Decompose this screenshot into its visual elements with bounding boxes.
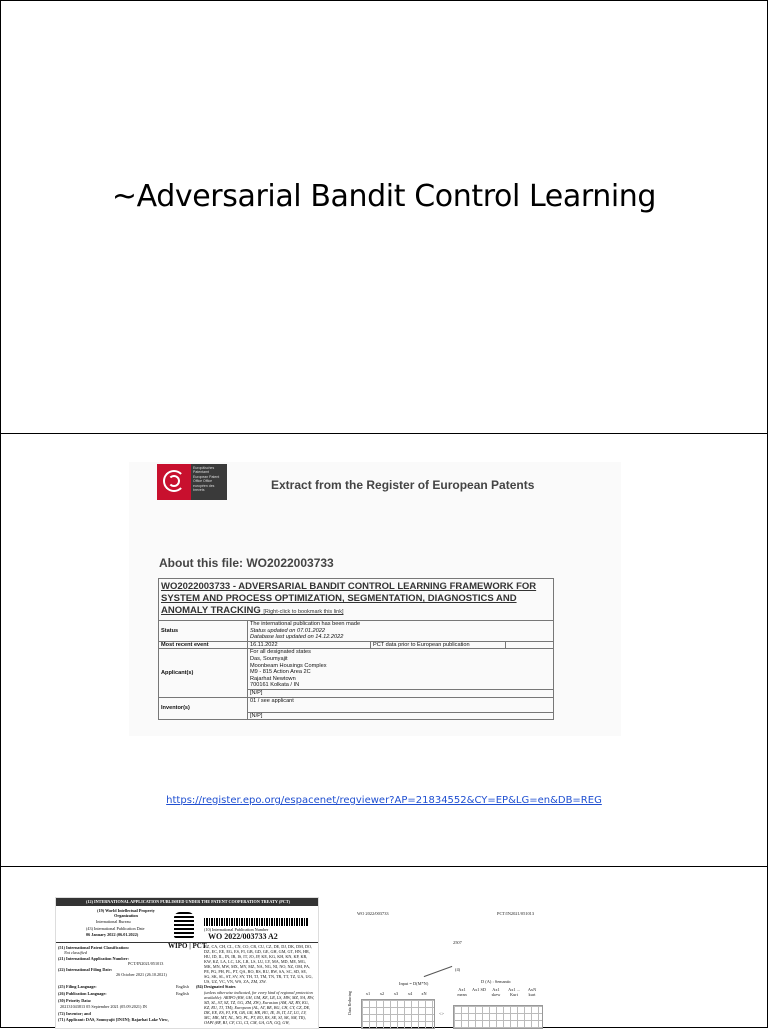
fig-col: x4 — [407, 991, 413, 996]
fig-arrow-symbol: <> — [439, 1011, 444, 1016]
field-21: (21) International Application Number: — [58, 956, 129, 961]
field-26: (26) Publication Language: — [58, 991, 107, 996]
field-72: (72) Inventor; and — [58, 1011, 91, 1016]
field-25-value: English — [176, 984, 189, 989]
epo-logo-text: Europäisches Patentamt European Patent Office Office européen des brevets — [193, 466, 220, 493]
fig-col: Ax1 skew — [491, 987, 501, 997]
pub-date-label: (43) International Publication Date — [86, 926, 145, 931]
recent-event-empty — [506, 641, 554, 649]
pub-number-label: (10) International Publication Number — [204, 927, 269, 932]
register-link[interactable]: https://register.epo.org/espacenet/regviewer?AP=21834552&CY=EP&LG=en&DB=REG — [166, 795, 602, 806]
fig-arrow — [424, 966, 453, 977]
fig-col: Ax1 ... Kurt — [508, 987, 520, 997]
status-value — [248, 621, 554, 642]
field-30-value: 202131043813 05 September 2021 (05.09.2021) IN — [60, 1004, 147, 1009]
pub-org: (19) World Intellectual Property Organization — [97, 908, 155, 918]
inventor-value: 01 / see applicant — [248, 697, 554, 712]
status-text: The international publication has been made — [250, 621, 361, 627]
record-title-cell — [159, 579, 554, 621]
status-label: Status — [159, 621, 248, 642]
applicant-line: Das, Soumyajit — [250, 655, 288, 662]
field-26-value: English — [176, 991, 189, 996]
field-25: (25) Filing Language: — [58, 984, 97, 989]
applicant-value — [248, 649, 554, 690]
about-file-heading: About this file: WO2022003733 — [159, 556, 334, 570]
pub-bureau: International Bureau — [96, 919, 131, 924]
fig-col: Ax1 SD — [472, 987, 486, 992]
recent-event-label: Most recent event — [159, 641, 248, 649]
fig-col: xN — [421, 991, 427, 996]
fig-ref-1: 2507 — [453, 940, 462, 945]
applicant-line: Rajarhat Newtown — [250, 675, 296, 682]
fig-left-header: WO 2022/003733 — [357, 911, 389, 916]
field-51-value: Not classified — [64, 950, 87, 955]
inventor-label: Inventor(s) — [159, 697, 248, 720]
field-51: (51) International Patent Classification: — [58, 945, 130, 950]
status-updated: Status updated on 07.01.2022 — [250, 627, 325, 634]
field-21-value: PCT/IN2021/051013 — [128, 961, 164, 966]
barcode — [204, 918, 308, 926]
fig-input-label: Input = D(M*N) — [399, 981, 429, 986]
register-table — [158, 578, 554, 720]
divider — [56, 942, 318, 943]
fig-ref-2: (4) — [455, 967, 461, 972]
slide-title: ~Adversarial Bandit Control Learning — [111, 179, 657, 214]
field-22-value: 26 October 2021 (26.10.2021) — [116, 972, 167, 977]
slide-2 — [0, 433, 768, 867]
patent-publication-page — [55, 897, 319, 1029]
fig-col: AxN kurt — [527, 987, 537, 997]
fig-input-matrix — [361, 999, 435, 1029]
fig-col: Ax1 mean — [457, 987, 467, 997]
pub-date: 06 January 2022 (06.01.2022) — [86, 932, 139, 937]
field-71: (71) Applicant: DAS, Soumyajit [IN/IN]; Rajarhat Lake View, — [58, 1017, 169, 1022]
field-84-value: (unless otherwise indicated, for every kind of regional protection available): ARIPO (BW, GH, GM, KE, LR, LS, MW, MZ, NA, RW, SD, SL, ST, SZ, TZ, UG, ZM, ZW), Eurasian (AM, AZ, BY, KG, KZ, RU, TJ, TM), European (AL, AT, BE, BG, CH, CY, CZ, DE, DK, EE, ES, FI, FR, GB, GR, HR, HU, IE, IS, IT, LT, LU, LV, MC, MK, MT, NL, NO, PL, PT, RO, RS, SE, SI, SK, SM, TR), OAPI (BF, BJ, CF, CG, CI, CM, GA, GN, GQ, GW, — [204, 990, 314, 1025]
wipo-pct-logo: WIPO | PCT — [168, 942, 207, 950]
fig-col: x2 — [379, 991, 385, 996]
wipo-emblem-icon — [174, 912, 194, 938]
inventor-np: [N/P] — [248, 712, 554, 720]
recent-event-text: PCT data prior to European publication — [371, 641, 506, 649]
fig-output-matrix — [453, 1005, 543, 1029]
recent-event-date: 16.11.2022 — [248, 641, 371, 649]
pub-number: WO 2022/003733 A2 — [208, 932, 278, 941]
fig-side-label: Data Reducing — [347, 991, 352, 1015]
applicant-line: M9 - 815 Action Area 2C — [250, 669, 311, 676]
fig-col: x1 — [365, 991, 371, 996]
slide-1 — [0, 0, 768, 434]
epo-register-extract — [129, 462, 621, 736]
field-22: (22) International Filing Date: — [58, 967, 113, 972]
record-title-link[interactable]: WO2022003733 - ADVERSARIAL BANDIT CONTROL LEARNING FRAMEWORK FOR SYSTEM AND PROCESS OPTIMIZATION, SEGMENTATION, DIAGNOSTICS AND ANOMALY TRACKING — [161, 581, 537, 616]
pub-top-heading: (12) INTERNATIONAL APPLICATION PUBLISHED UNDER THE PATENT COOPERATION TREATY (PCT) — [86, 899, 291, 904]
fig-d-label: D (A) : Semantic — [481, 979, 512, 984]
applicant-line: For all designated states — [250, 649, 311, 656]
fig-col: x3 — [393, 991, 399, 996]
applicant-label: Applicant(s) — [159, 649, 248, 697]
register-header: Extract from the Register of European Patents — [271, 478, 535, 492]
field-84: (84) Designated States — [196, 984, 236, 989]
fig-right-header: PCT/IN2021/051013 — [497, 911, 535, 916]
field-30: (30) Priority Data: — [58, 998, 92, 1003]
epo-logo — [157, 464, 227, 500]
designated-states: BZ, CA, CH, CL, CN, CO, CR, CU, CZ, DE, DJ, DK, DM, DO, DZ, EC, EE, EG, ES, FI, GB, GD, GE, GH, GM, GT, HN, HR, HU, ID, IL, IN, IR, IS, IT, JO, JP, KE, KG, KH, KN, KP, KR, KW, KZ, LA, LC, LK, LR, LS, LU, LY, MA, MD, ME, MG, MK, MN, MW, MX, MY, MZ, NA, NG, NI, NO, NZ, OM, PA, PE, PG, PH, PL, PT, QA, RO, RS, RU, RW, SA, SC, SD, SE, SG, SK, SL, ST, SV, SY, TH, TJ, TM, TN, TR, TT, TZ, UA, UG, US, UZ, VC, VN, WS, ZA, ZM, ZW. — [204, 944, 313, 984]
bookmark-hint: [Right-click to bookmark this link] — [263, 609, 344, 615]
applicant-line: Moonbeam Housings Complex — [250, 662, 327, 669]
patent-figure-page — [347, 907, 575, 1027]
applicant-line: 700161 Kolkata / IN — [250, 682, 300, 689]
slide-3 — [0, 866, 768, 1028]
applicant-np: [N/P] — [248, 689, 554, 697]
database-updated: Database last updated on 14.12.2022 — [250, 634, 344, 641]
